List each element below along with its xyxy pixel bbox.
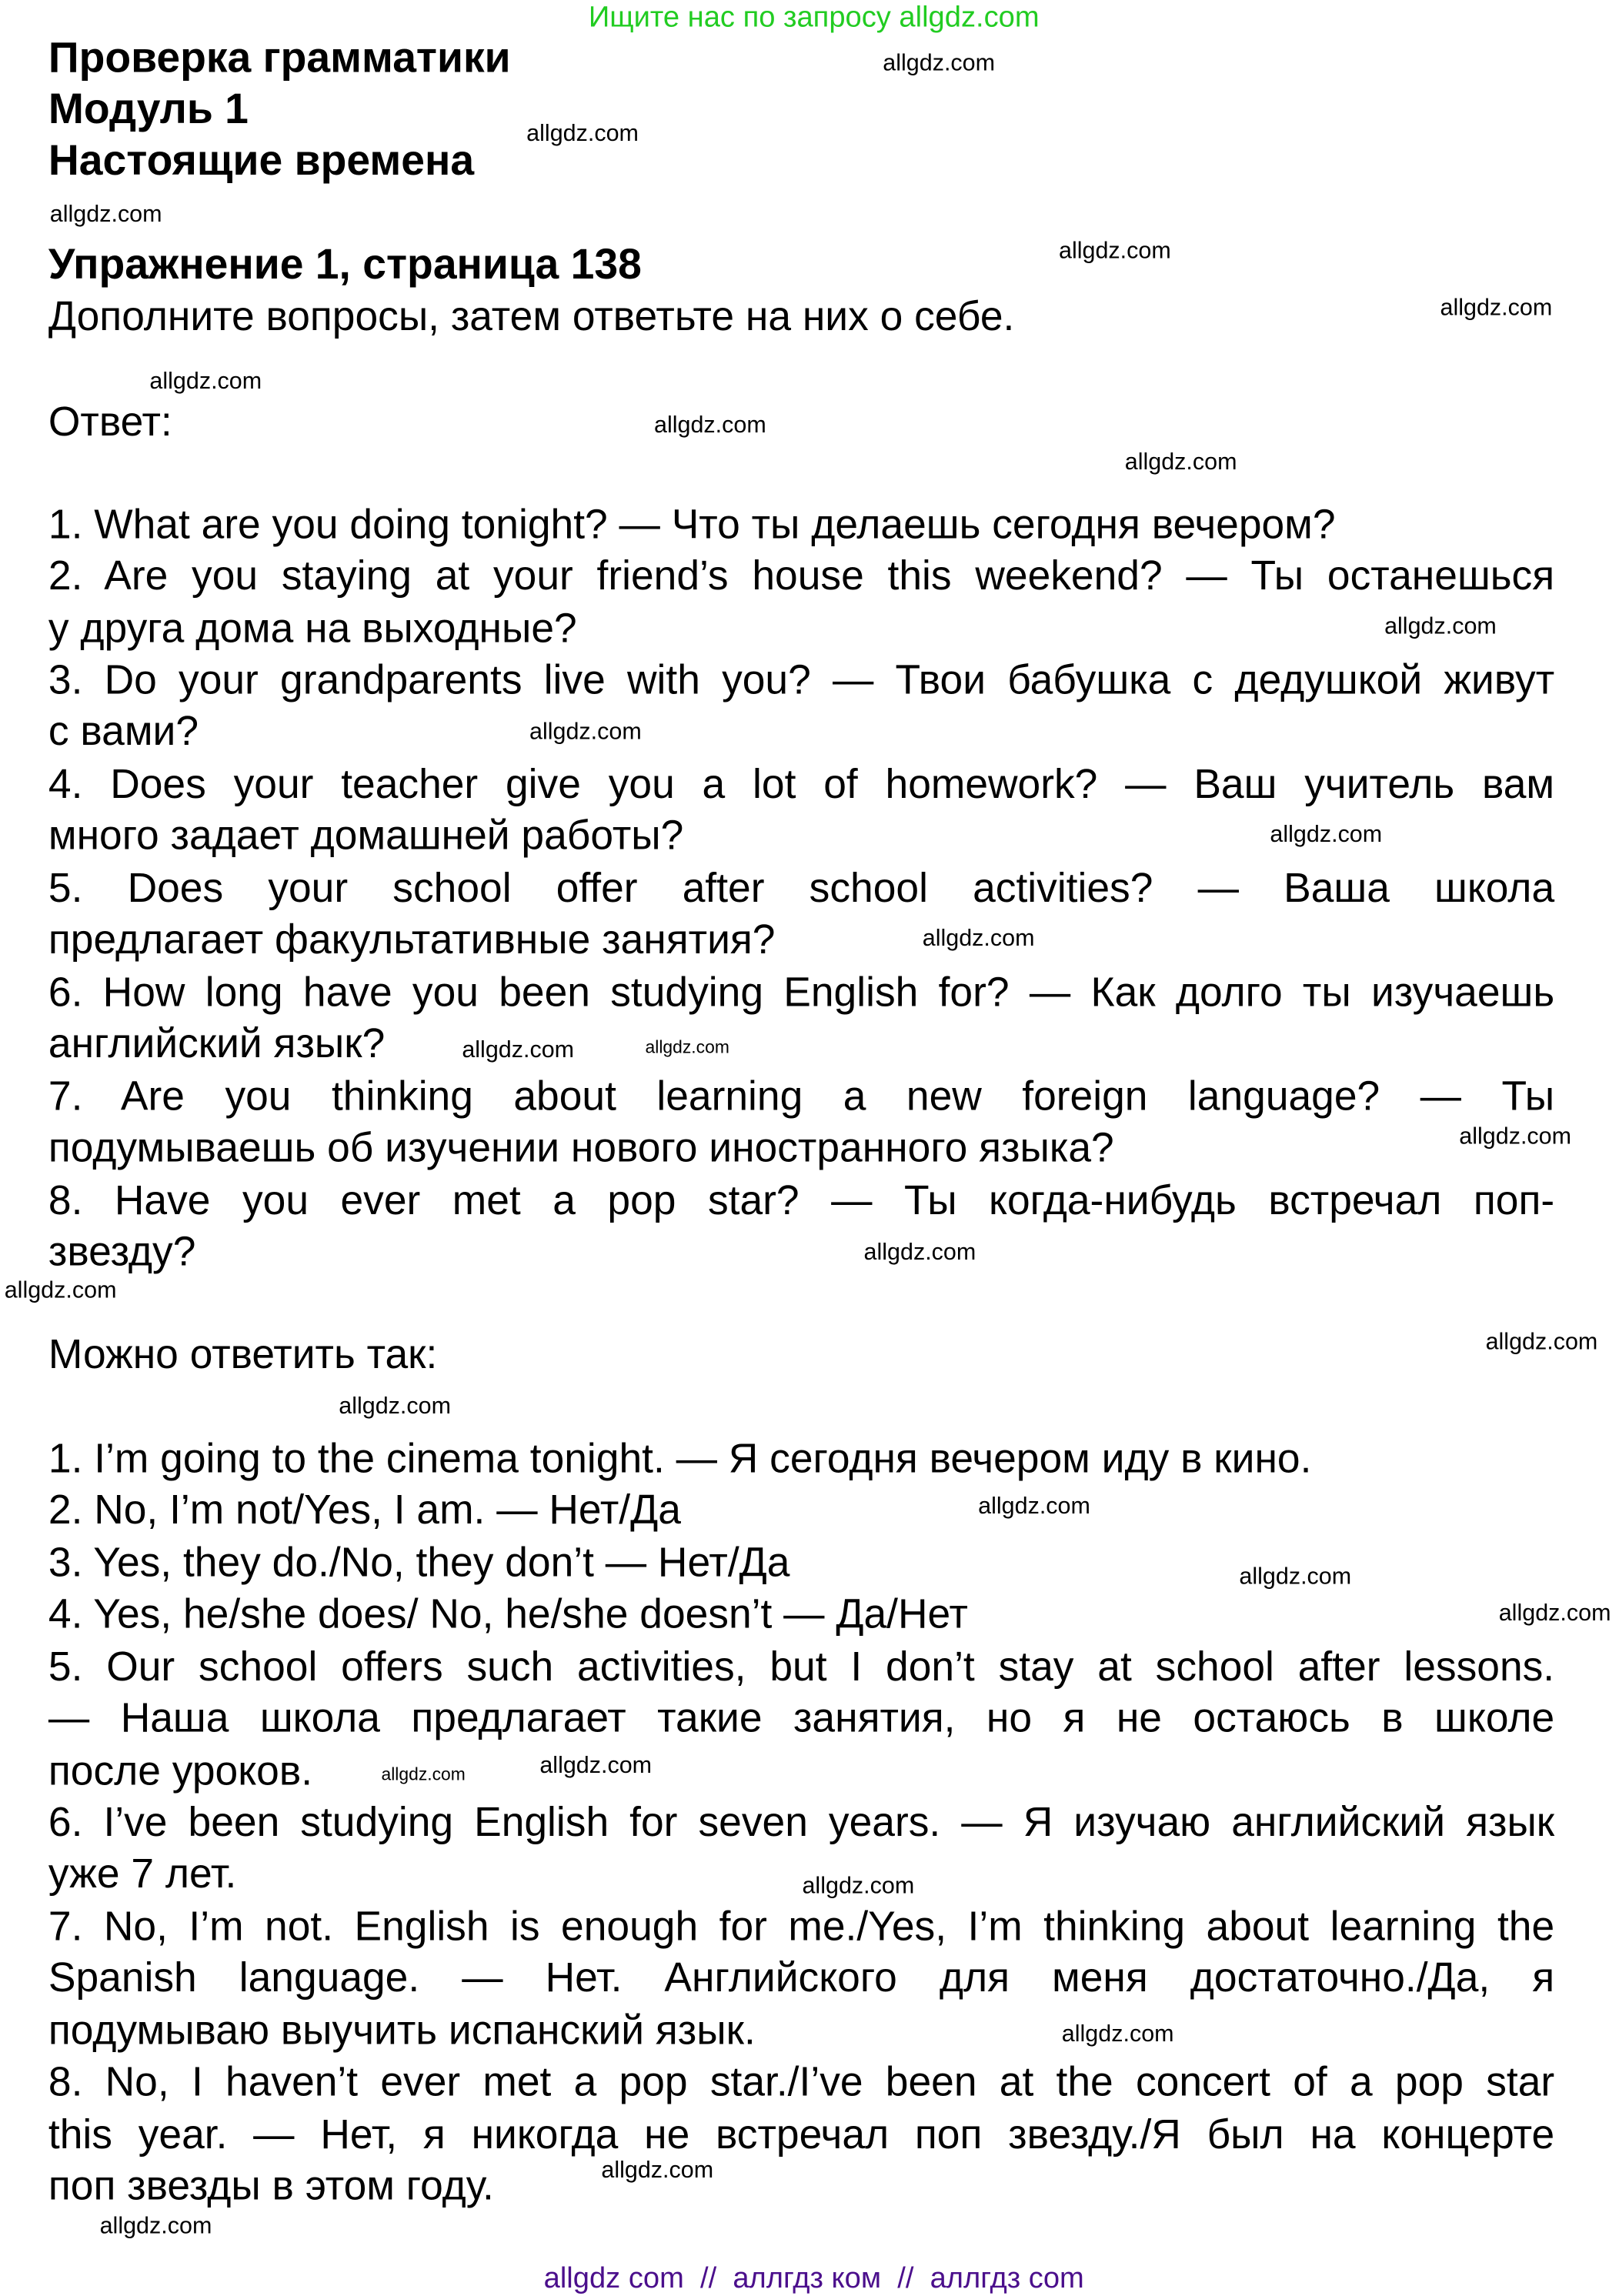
question-line: с вами? [48,708,199,754]
watermark: allgdz.com [381,1764,466,1785]
question-line: 5. Does your school offer after school activities? — Ваша школа [48,865,1555,911]
watermark: allgdz.com [978,1494,1090,1520]
watermark: allgdz.com [539,1754,653,1779]
watermark: allgdz.com [1498,1601,1611,1627]
question-line: много задает домашней работы? [48,812,684,858]
watermark: allgdz.com [1459,1124,1572,1150]
answers-label: Можно ответить так: [48,1331,438,1377]
question-line: предлагает факультативные занятия? [48,916,776,963]
watermark: allgdz.com [1440,295,1553,322]
answer-line: 8. No, I haven’t ever met a pop star./I’ve been at the concert of a pop star [48,2058,1555,2104]
watermark: allgdz.com [922,926,1035,952]
footer-links: allgdz com // аллгдз ком // аллгдз com [543,2262,1084,2295]
question-line: 8. Have you ever met a pop star? — Ты когда-нибудь встречал поп- [48,1177,1555,1223]
watermark: allgdz.com [49,202,162,228]
watermark: allgdz.com [653,413,766,439]
watermark: allgdz.com [1124,450,1237,476]
question-line: 2. Are you staying at your friend’s house this weekend? — Ты останешься [48,552,1555,599]
watermark: allgdz.com [1384,614,1497,639]
question-line: 3. Do your grandparents live with you? — Твои бабушка с дедушкой живут [48,656,1555,702]
answer-line: — Наша школа предлагает такие занятия, но я не остаюсь в школе [48,1695,1555,1741]
answer-line: 7. No, I’m not. English is enough for me./Yes, I’m thinking about learning the [48,1903,1555,1949]
answer-line: 2. No, I’m not/Yes, I am. — Нет/Да [48,1487,681,1533]
question-line: у друга дома на выходные? [48,606,577,652]
question-line: 6. How long have you been studying English for? — Как долго ты изучаешь [48,969,1555,1015]
answer-line: поп звезды в этом году. [48,2163,494,2209]
exercise-task: Дополните вопросы, затем ответьте на них о себе. [48,293,1015,339]
watermark: allgdz.com [883,51,996,77]
watermark: allgdz.com [1270,823,1383,848]
question-line: 1. What are you doing tonight? — Что ты делаешь сегодня вечером? [48,501,1336,547]
watermark: allgdz.com [99,2214,212,2240]
watermark: allgdz.com [149,369,262,395]
answer-line: Spanish language. — Нет. Английского для меня достаточно./Да, я [48,1954,1555,2001]
exercise-title: Упражнение 1, страница 138 [48,242,642,289]
watermark: allgdz.com [526,122,639,147]
heading: Проверка грамматики [48,35,511,82]
watermark: allgdz.com [529,719,642,746]
answer-line: this year. — Нет, я никогда не встречал поп звезду./Я был на концерте [48,2111,1555,2158]
answer-line: 3. Yes, they do./No, they don’t — Нет/Да [48,1540,790,1586]
answer-line: после уроков. [48,1747,313,1794]
watermark: allgdz.com [1058,239,1171,265]
section-title: Настоящие времена [48,138,475,185]
search-banner: Ищите нас по запросу allgdz.com [588,1,1040,34]
watermark: allgdz.com [4,1278,117,1304]
answer-line: 5. Our school offers such activities, but I don’t stay at school after lessons. [48,1644,1555,1690]
question-line: 4. Does your teacher give you a lot of homework? — Ваш учитель вам [48,761,1555,807]
answer-line: 1. I’m going to the cinema tonight. — Я сегодня вечером иду в кино. [48,1435,1312,1481]
watermark: allgdz.com [601,2158,714,2184]
watermark: allgdz.com [645,1036,729,1058]
question-line: английский язык? [48,1020,386,1066]
watermark: allgdz.com [1061,2022,1174,2047]
answer-line: 4. Yes, he/she does/ No, he/she doesn’t — Да/Нет [48,1590,968,1637]
answer-line: уже 7 лет. [48,1850,237,1897]
module-title: Модуль 1 [48,86,249,134]
question-line: 7. Are you thinking about learning a new foreign language? — Ты [48,1073,1555,1120]
watermark: allgdz.com [339,1394,452,1420]
question-line: подумываешь об изучении нового иностранного языка? [48,1124,1114,1170]
watermark: allgdz.com [462,1038,575,1063]
answer-line: 6. I’ve been studying English for seven years. — Я изучаю английский язык [48,1799,1555,1845]
answer-label: Ответ: [48,399,172,445]
watermark: allgdz.com [1239,1564,1352,1590]
question-line: звезду? [48,1229,196,1275]
watermark: allgdz.com [1485,1330,1598,1355]
watermark: allgdz.com [802,1874,915,1900]
watermark: allgdz.com [863,1240,976,1266]
answer-line: подумываю выучить испанский язык. [48,2007,756,2054]
